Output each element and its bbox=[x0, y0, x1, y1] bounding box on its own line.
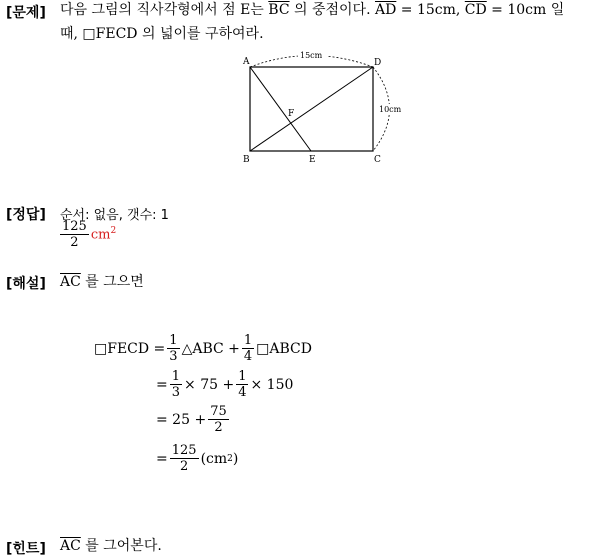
eq2-equals: = bbox=[156, 376, 168, 393]
explanation-intro bbox=[60, 272, 144, 292]
eq4-unit: (cm bbox=[200, 450, 228, 467]
rectangle-figure bbox=[238, 50, 408, 168]
segment-ae bbox=[250, 67, 311, 151]
top-length-label: 15cm bbox=[300, 51, 323, 60]
answer-unit bbox=[91, 226, 116, 242]
eq2-f2-num: 1 bbox=[238, 369, 247, 384]
eq3-num: 75 bbox=[210, 404, 227, 419]
problem-tag: [문제] bbox=[6, 5, 46, 21]
problem-text-a: 다음 그림의 직사각형에서 점 E는 bbox=[60, 2, 269, 18]
segment-cd: $\overline{CD}$ bbox=[464, 2, 487, 18]
segment-ad: $\overline{AD}$ bbox=[374, 2, 397, 18]
eq2-term-1: × 75 + bbox=[184, 376, 235, 393]
label-f: F bbox=[288, 109, 295, 119]
answer-tag: [정답] bbox=[6, 207, 46, 223]
eq1-f1-den: 3 bbox=[169, 349, 178, 364]
eq2-term-2: × 150 bbox=[250, 376, 294, 393]
answer-unit-exponent: 2 bbox=[110, 226, 117, 237]
eq4-den: 2 bbox=[180, 459, 189, 474]
answer-info: 순서: 없음, 갯수: 1 bbox=[60, 208, 169, 223]
eq2-f1-den: 3 bbox=[171, 385, 181, 400]
problem-line-1 bbox=[60, 0, 564, 20]
problem-line-2: 때, □FECD 의 넓이를 구하여라. bbox=[60, 26, 264, 42]
eq4-fraction bbox=[170, 443, 199, 474]
eq4-num: 125 bbox=[171, 443, 197, 458]
answer-fraction bbox=[60, 219, 89, 250]
equation-line-3 bbox=[156, 404, 231, 435]
right-length-label: 10cm bbox=[379, 105, 402, 114]
eq4-close-paren: ) bbox=[232, 450, 239, 467]
equation-line-4 bbox=[156, 443, 238, 474]
eq1-f2-num: 1 bbox=[243, 333, 253, 348]
label-e: E bbox=[309, 155, 316, 165]
explanation-text: 를 그으면 bbox=[80, 274, 144, 290]
equation-line-1 bbox=[94, 333, 312, 364]
segment-ac: $\overline{AC}$ bbox=[60, 274, 81, 290]
cd-value: = 10cm 일 bbox=[486, 2, 565, 18]
hint-text: 를 그어본다. bbox=[80, 538, 162, 554]
label-b: B bbox=[243, 155, 250, 165]
ad-value: = 15cm, bbox=[396, 2, 465, 18]
hint-segment-ac: $\overline{AC}$ bbox=[60, 538, 81, 554]
label-a: A bbox=[243, 57, 250, 67]
hint-text-line bbox=[60, 536, 162, 556]
segment-bd bbox=[250, 67, 373, 151]
eq3-prefix: = 25 + bbox=[156, 411, 207, 428]
eq4-equals: = bbox=[156, 450, 168, 467]
eq3-fraction bbox=[208, 404, 229, 435]
answer-value bbox=[58, 219, 116, 250]
problem-text-b: 의 중점이다. bbox=[289, 2, 375, 18]
eq1-fraction-1 bbox=[167, 333, 179, 364]
eq2-f2-den: 4 bbox=[238, 385, 247, 400]
eq1-term-1: △ABC + bbox=[181, 340, 240, 357]
eq2-fraction-1 bbox=[170, 369, 182, 400]
eq1-lhs: □FECD = bbox=[94, 340, 166, 357]
hint-tag: [힌트] bbox=[6, 541, 46, 557]
eq2-f1-num: 1 bbox=[171, 369, 181, 384]
equation-line-2 bbox=[156, 369, 293, 400]
eq1-fraction-2 bbox=[242, 333, 254, 364]
answer-numerator: 125 bbox=[62, 219, 87, 234]
eq2-fraction-2 bbox=[236, 369, 248, 400]
eq1-f1-num: 1 bbox=[169, 333, 178, 348]
eq1-f2-den: 4 bbox=[243, 349, 253, 364]
answer-unit-text: cm bbox=[90, 227, 111, 243]
eq3-den: 2 bbox=[214, 420, 223, 435]
answer-denominator: 2 bbox=[70, 235, 79, 250]
segment-bc: $\overline{BC}$ bbox=[268, 2, 290, 18]
label-c: C bbox=[374, 155, 381, 165]
eq1-term-2: □ABCD bbox=[256, 340, 312, 357]
eq4-unit-exponent: 2 bbox=[227, 453, 233, 464]
label-d: D bbox=[374, 58, 382, 68]
explanation-tag: [해설] bbox=[6, 276, 46, 292]
